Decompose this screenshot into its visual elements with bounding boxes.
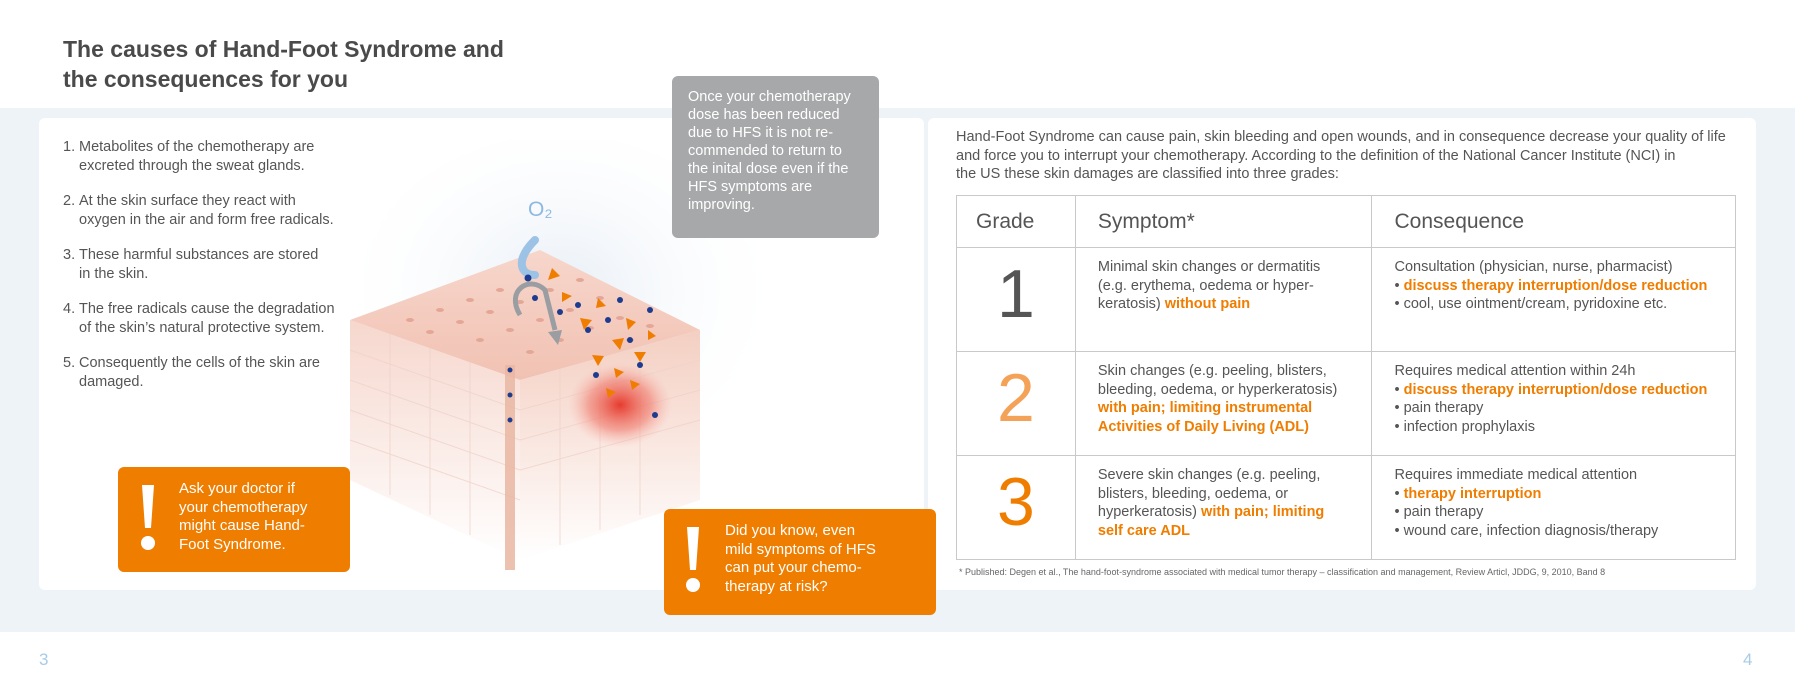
did-you-know-box (664, 509, 936, 615)
causes-list (63, 138, 353, 408)
footnote: * Published: Degen et al., The hand-foot-syndrome associated with medical tumor therapy – classification and management, Review Articl, JDDG, 9, 2010, Band 8 (959, 567, 1606, 577)
step-text: Metabolites of the chemotherapy are excreted through the sweat glands. (79, 139, 315, 174)
grade-number: 1 (957, 248, 1076, 352)
title-line-2: the consequences for you (63, 66, 349, 92)
step-text: These harmful substances are stored in the skin. (79, 247, 319, 282)
symptom-header: Symptom* (1075, 196, 1372, 248)
list-item (63, 192, 353, 229)
oxygen-label: O₂ (528, 198, 553, 221)
consequence-cell: Requires immediate medical attention • therapy interruption • pain therapy • wound care, infection diagnosis/therapy (1372, 456, 1736, 560)
grade-header: Grade (957, 196, 1076, 248)
step-number: 3. (63, 247, 76, 263)
symptom-cell: Skin changes (e.g. peeling, blisters, bleeding, oedema, or hyperkeratosis) with pain; limiting instrumental Activities of Daily Living (ADL) (1075, 352, 1372, 456)
symptom-cell: Severe skin changes (e.g. peeling, blisters, bleeding, oedema, or hyperkeratosis) with pain; limiting self care ADL (1075, 456, 1372, 560)
table-row (957, 352, 1736, 456)
inflammation-spot (568, 363, 672, 447)
step-number: 1. (63, 139, 76, 155)
page-number-right: 4 (1743, 650, 1753, 669)
step-number: 5. (63, 355, 76, 371)
consequence-cell: Requires medical attention within 24h • discuss therapy interruption/dose reduction • pain therapy • infection prophylaxis (1372, 352, 1736, 456)
list-item (63, 354, 353, 391)
did-you-know-text: Did you know, even mild symptoms of HFS can put your chemo- therapy at risk? (725, 522, 876, 595)
grades-table (956, 195, 1736, 560)
step-number: 4. (63, 301, 76, 317)
dose-note-box: Once your chemotherapy dose has been reduced due to HFS it is not re- commended to return to the inital dose even if the HFS symptoms are improving. (672, 76, 879, 238)
table-row (957, 456, 1736, 560)
step-text: At the skin surface they react with oxygen in the air and form free radicals. (79, 193, 334, 228)
consequence-header: Consequence (1372, 196, 1736, 248)
consequence-cell: Consultation (physician, nurse, pharmacist) • discuss therapy interruption/dose reduction • cool, use ointment/cream, pyridoxine etc. (1372, 248, 1736, 352)
list-item (63, 246, 353, 283)
grade-number: 2 (957, 352, 1076, 456)
table-header-row (957, 196, 1736, 248)
symptom-cell: Minimal skin changes or dermatitis (e.g. erythema, oedema or hyper- keratosis) without pain (1075, 248, 1372, 352)
list-item (63, 138, 353, 175)
exclamation-icon (684, 525, 702, 595)
page-title (63, 34, 504, 94)
ask-doctor-text: Ask your doctor if your chemotherapy might cause Hand- Foot Syndrome. (179, 480, 308, 553)
title-line-1: The causes of Hand-Foot Syndrome and (63, 36, 504, 62)
step-number: 2. (63, 193, 76, 209)
grade-number: 3 (957, 456, 1076, 560)
ask-doctor-box (118, 467, 350, 572)
table-row (957, 248, 1736, 352)
exclamation-icon (139, 483, 157, 553)
step-text: The free radicals cause the degradation of the skin’s natural protective system. (79, 301, 335, 336)
intro-paragraph: Hand-Foot Syndrome can cause pain, skin bleeding and open wounds, and in consequence decrease your quality of life and force you to interrupt your chemotherapy. According to the definition of the National Cancer Institute (NCI) in the US these skin damages are classified into three grades: (956, 129, 1726, 182)
step-text: Consequently the cells of the skin are damaged. (79, 355, 320, 390)
list-item (63, 300, 353, 337)
page-number-left: 3 (39, 650, 49, 669)
